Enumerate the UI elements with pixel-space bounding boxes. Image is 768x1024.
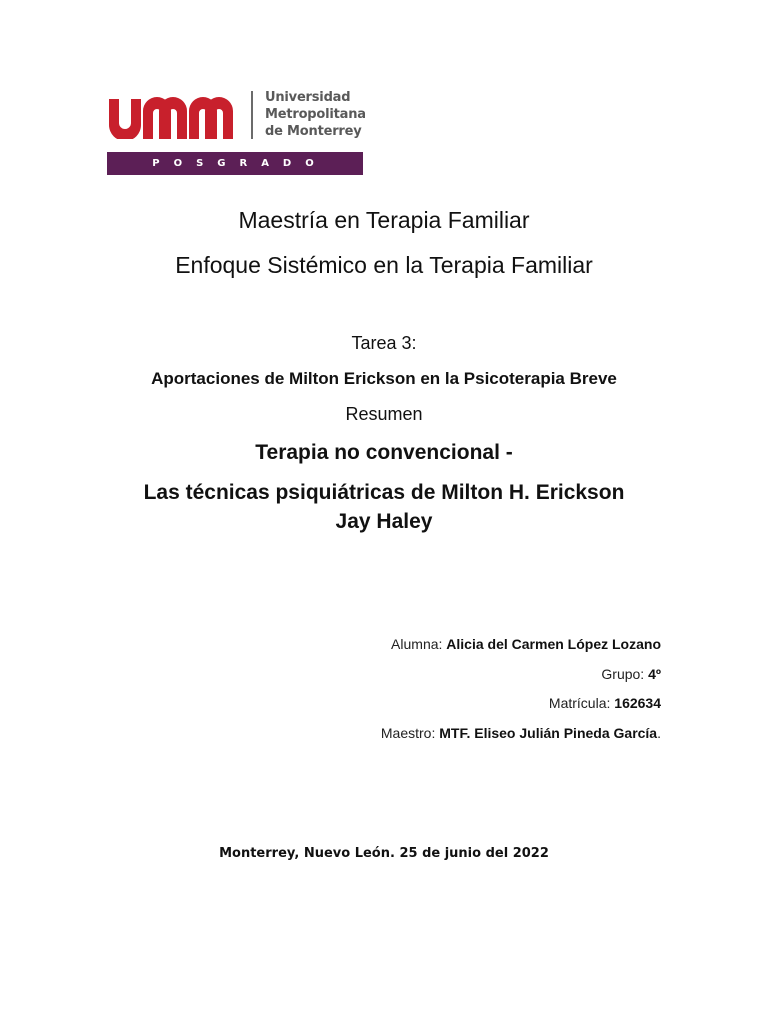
logo-separator xyxy=(251,91,253,139)
document-type: Resumen xyxy=(345,404,423,424)
teacher-period: . xyxy=(657,725,661,741)
assignment-label: Tarea 3: xyxy=(351,333,417,353)
teacher-name: MTF. Eliseo Julián Pineda García xyxy=(439,725,658,741)
footer-place-date: Monterrey, Nuevo León. 25 de junio del 2022 xyxy=(219,846,549,861)
umm-logo-mark xyxy=(107,91,239,139)
teacher-line xyxy=(381,725,661,741)
university-name-line-2: Metropolitana xyxy=(265,107,366,122)
assignment-topic: Aportaciones de Milton Erickson en la Psicoterapia Breve xyxy=(151,369,617,388)
student-line xyxy=(391,636,661,652)
program-title: Maestría en Terapia Familiar xyxy=(238,207,530,233)
id-value: 162634 xyxy=(614,695,661,711)
group-value: 4º xyxy=(648,666,661,682)
student-label: Alumna: xyxy=(391,636,443,652)
teacher-label: Maestro: xyxy=(380,725,436,741)
university-name-line-1: Universidad xyxy=(265,90,351,105)
university-name xyxy=(265,89,366,140)
university-name-line-3: de Monterrey xyxy=(265,124,362,139)
posgrado-band: POSGRADO xyxy=(107,152,363,175)
student-name: Alicia del Carmen López Lozano xyxy=(446,636,661,652)
course-title: Enfoque Sistémico en la Terapia Familiar xyxy=(175,252,593,278)
id-line xyxy=(549,695,661,711)
university-logo xyxy=(107,88,366,176)
group-line xyxy=(601,666,661,682)
book-author: Jay Haley xyxy=(335,510,433,533)
book-title-line-1: Terapia no convencional - xyxy=(255,441,513,464)
group-label: Grupo: xyxy=(601,666,645,682)
book-title-line-2: Las técnicas psiquiátricas de Milton H. Erickson xyxy=(143,481,625,504)
id-label: Matrícula: xyxy=(548,695,611,711)
